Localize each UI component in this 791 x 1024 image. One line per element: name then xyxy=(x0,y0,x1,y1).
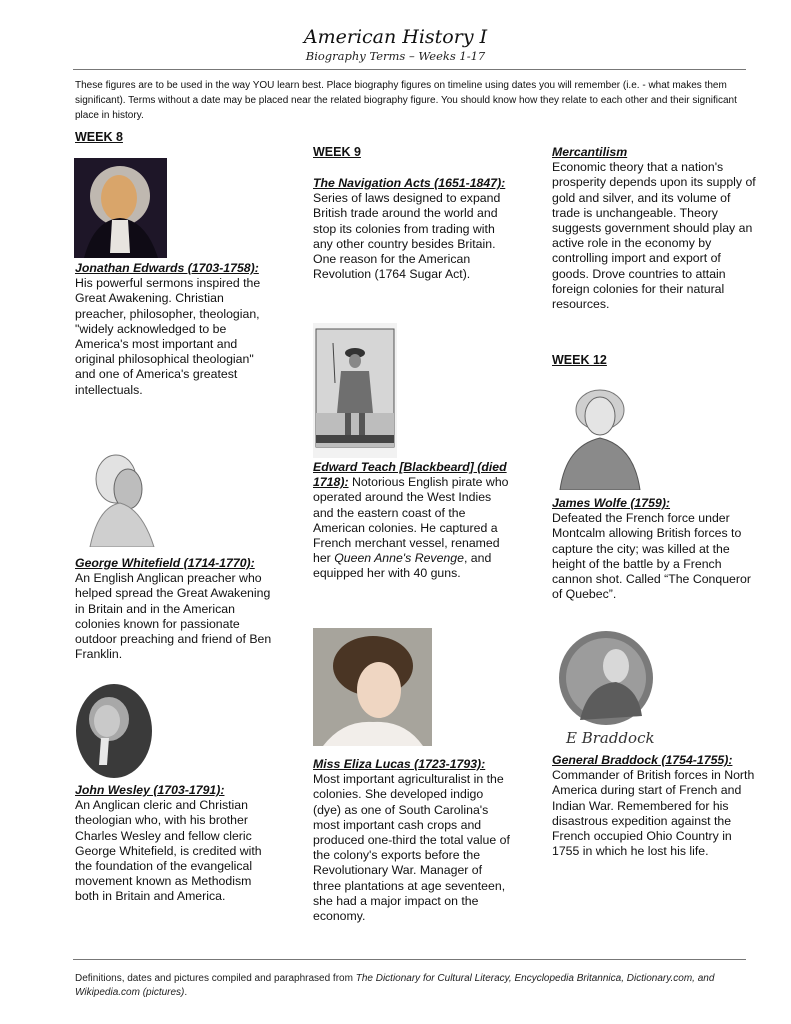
engraving-george-whitefield xyxy=(80,447,160,547)
intro-paragraph: These figures are to be used in the way YOU learn best. Place biography figures on timeline using dates you will remember (i.e. - what makes them significant). Terms without a date may be placed near the related biography figure. You should know how they relate to each other and their significant place in history. xyxy=(75,80,737,121)
entry-mercantilism xyxy=(552,145,757,312)
entry-text: Notorious English pirate who operated around the West Indies and the eastern coast of the American colonies. He captured a French merchant vessel, renamed her xyxy=(313,475,509,566)
entry-heading: John Wesley (1703-1791): xyxy=(75,783,225,797)
engraving-blackbeard xyxy=(313,323,397,458)
entry-edward-teach xyxy=(313,460,513,582)
entry-text: Economic theory that a nation's prosperity depends upon its supply of gold and silver, and its volume of trade is unchangeable. Theory suggests government should play an active role in the economy by controlling import and export of goods. Drove countries to attain foreign colonies for their natural resources. xyxy=(552,160,756,312)
entry-text: His powerful sermons inspired the Great Awakening. Christian preacher, philosopher, theologian, "widely acknowledged to be America's most important and original philosophical theologian" and one of America's greatest intellectuals. xyxy=(75,276,261,397)
week-9-heading: WEEK 9 xyxy=(313,145,361,159)
entry-general-braddock xyxy=(552,753,762,859)
entry-text: Series of laws designed to expand British trade around the world and stop its colonies from trading with any other country besides Britain. One reason for the American Revolution (1764 Sugar Act). xyxy=(313,191,501,282)
week-8-heading: WEEK 8 xyxy=(75,130,123,144)
header-divider xyxy=(73,69,746,70)
entry-heading: Edward Teach [Blackbeard] (died 1718): xyxy=(313,460,507,490)
footer-prefix: Definitions, dates and pictures compiled and paraphrased from xyxy=(75,973,356,984)
footer-suffix: . xyxy=(184,986,188,998)
braddock-signature: E Braddock xyxy=(566,729,655,747)
entry-heading: General Braddock (1754-1755): xyxy=(552,753,733,767)
entry-jonathan-edwards xyxy=(75,261,275,398)
entry-heading: The Navigation Acts (1651-1847): xyxy=(313,176,506,190)
entry-john-wesley xyxy=(75,783,275,905)
week-12-heading: WEEK 12 xyxy=(552,353,607,367)
entry-heading: Miss Eliza Lucas (1723-1793): xyxy=(313,757,486,771)
entry-heading: Mercantilism xyxy=(552,145,628,159)
footer-sources: The Dictionary for Cultural Literacy, Encyclopedia Britannica, Dictionary.com, and Wikipedia.com (pictures) xyxy=(75,973,715,998)
document-subtitle: Biography Terms – Weeks 1-17 xyxy=(305,49,486,63)
entry-heading: James Wolfe (1759): xyxy=(552,496,671,510)
entry-navigation-acts xyxy=(313,176,508,282)
entry-eliza-lucas xyxy=(313,757,513,924)
ship-name: Queen Anne's Revenge xyxy=(334,551,464,566)
entry-heading: Jonathan Edwards (1703-1758): xyxy=(75,261,259,275)
entry-text-end: , and equipped her with 40 guns. xyxy=(313,551,492,581)
entry-text: Commander of British forces in North America during start of French and Indian War. Remembered for his disastrous expedition against the French occupied Ohio Country in 1755 in which he lost his life. xyxy=(552,768,755,859)
footer-citation xyxy=(75,972,755,999)
document-title: American History I xyxy=(303,26,488,48)
entry-text: An Anglican cleric and Christian theologian who, with his brother Charles Wesley and fellow cleric George Whitefield, is credited with the foundation of the evangelical movement known as Methodism both in Britain and America. xyxy=(75,798,262,904)
oval-portrait-john-wesley xyxy=(75,683,153,780)
entry-text: Most important agriculturalist in the colonies. She developed indigo (dye) as one of South Carolina's most important cash crops and produced one-third the total value of the colony's exports before the Revolutionary War. Manager of three plantations at age seventeen, she had a major impact on the economy. xyxy=(313,772,510,924)
entry-george-whitefield xyxy=(75,556,275,662)
entry-text: Defeated the French force under Montcalm allowing British forces to capture the city; was killed at the height of the battle by a French cannon shot. Called “The Conqueror of Quebec”. xyxy=(552,511,751,602)
entry-text: An English Anglican preacher who helped spread the Great Awakening in Britain and in the American colonies known for passionate outdoor preaching and friend of Ben Franklin. xyxy=(75,571,272,662)
portrait-jonathan-edwards xyxy=(74,158,167,258)
entry-james-wolfe xyxy=(552,496,762,602)
entry-heading: George Whitefield (1714-1770): xyxy=(75,556,255,570)
portrait-eliza-lucas xyxy=(313,628,432,746)
engraving-james-wolfe xyxy=(552,380,644,490)
medallion-general-braddock xyxy=(558,630,654,726)
footer-divider xyxy=(73,959,746,960)
